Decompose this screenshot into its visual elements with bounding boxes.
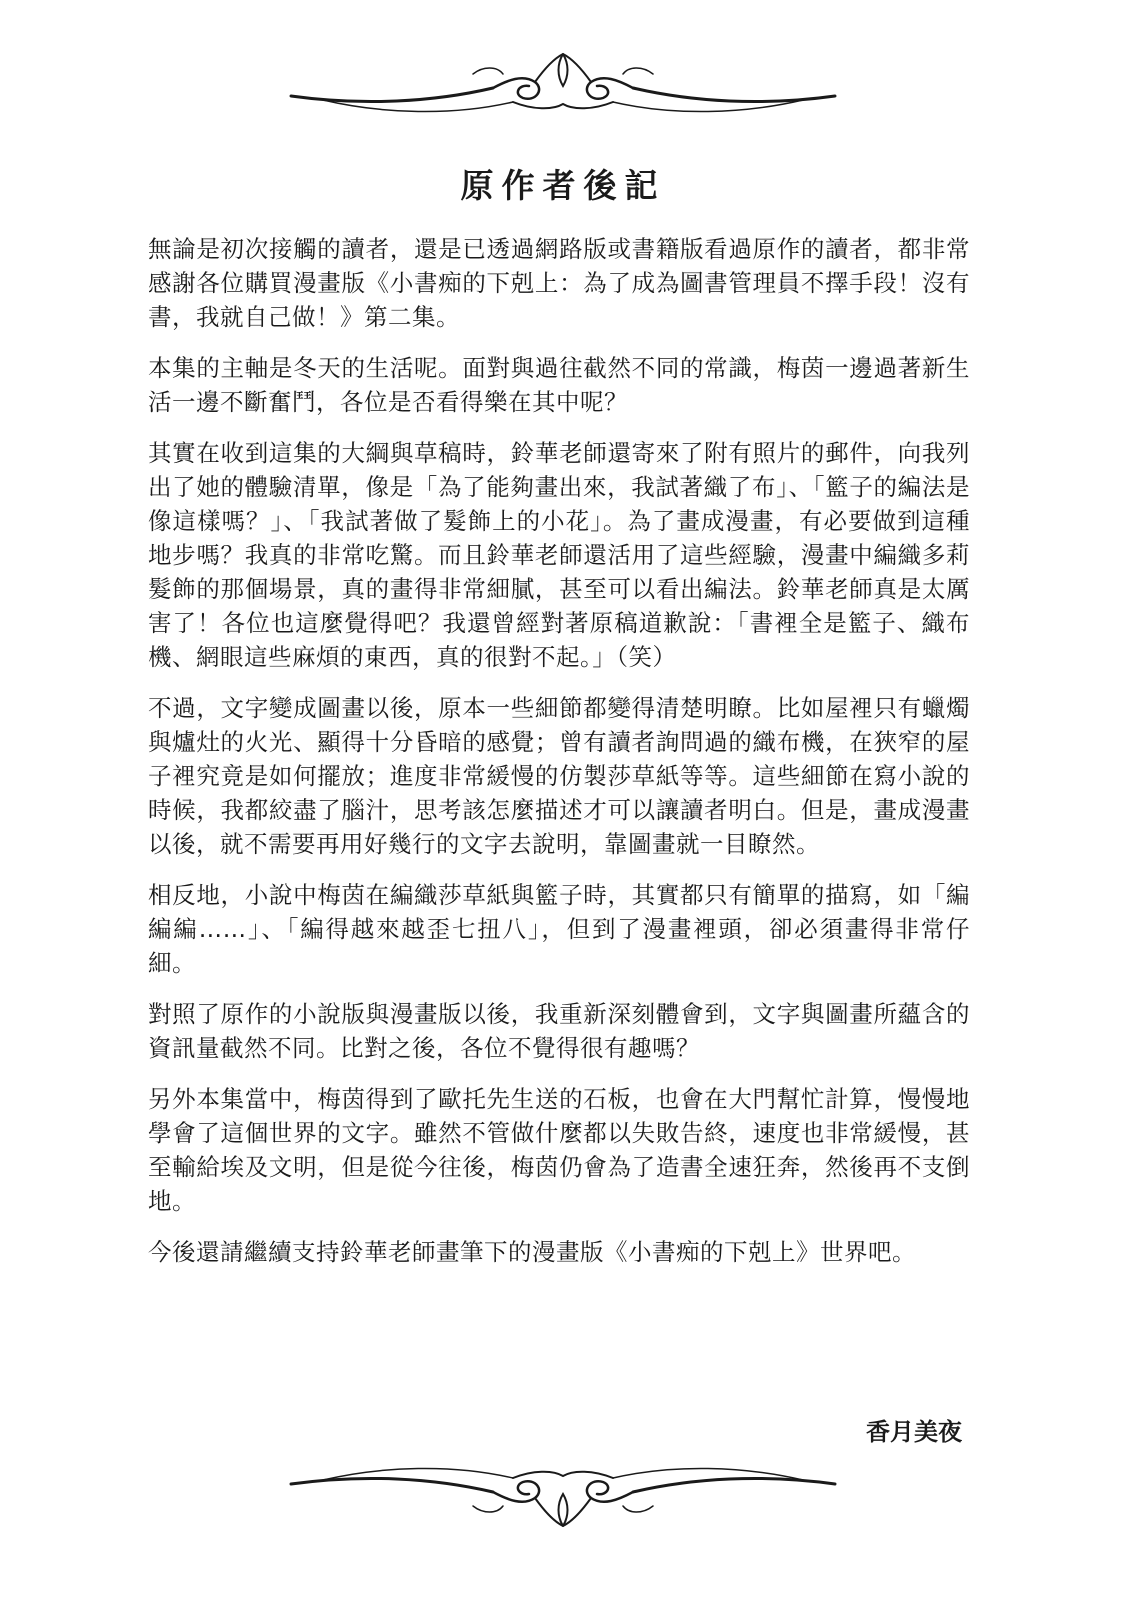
paragraph-1: 無論是初次接觸的讀者，還是已透過網路版或書籍版看過原作的讀者，都非常感謝各位購買漫畫版《小書痴的下剋上：為了成為圖書管理員不擇手段！沒有書，我就自己做！》第二集。 [148,235,970,331]
paragraph-8: 今後還請繼續支持鈴華老師畫筆下的漫畫版《小書痴的下剋上》世界吧。 [148,1238,916,1266]
paragraph-7: 另外本集當中，梅茵得到了歐托先生送的石板，也會在大門幫忙計算，慢慢地學會了這個世界的文字。雖然不管做什麼都以失敗告終，速度也非常緩慢，甚至輸給埃及文明，但是從今往後，梅茵仍會為了造書全速狂奔，然後再不支倒地。 [148,1085,970,1215]
scroll-ornament-icon [283,1456,843,1536]
paragraph-4: 不過，文字變成圖畫以後，原本一些細節都變得清楚明瞭。比如屋裡只有蠟燭與爐灶的火光、顯得十分昏暗的感覺；曾有讀者詢問過的織布機，在狹窄的屋子裡究竟是如何擺放；進度非常緩慢的仿製莎草紙等等。這些細節在寫小說的時候，我都絞盡了腦汁，思考該怎麼描述才可以讓讀者明白。但是，畫成漫畫以後，就不需要再用好幾行的文字去說明，靠圖畫就一目瞭然。 [148,694,970,858]
scroll-ornament-icon [283,44,843,124]
top-scroll-ornament [0,44,1126,124]
page-title: 原作者後記 [460,166,666,205]
paragraph-6: 對照了原作的小說版與漫畫版以後，我重新深刻體會到，文字與圖畫所蘊含的資訊量截然不同。比對之後，各位不覺得很有趣嗎？ [148,1000,970,1062]
bottom-scroll-ornament [0,1456,1126,1536]
afterword-body [148,232,970,1286]
paragraph-3: 其實在收到這集的大綱與草稿時，鈴華老師還寄來了附有照片的郵件，向我列出了她的體驗清單，像是「為了能夠畫出來，我試著織了布」、「籃子的編法是像這樣嗎？」、「我試著做了髮飾上的小花」。為了畫成漫畫，有必要做到這種地步嗎？我真的非常吃驚。而且鈴華老師還活用了這些經驗，漫畫中編織多莉髮飾的那個場景，真的畫得非常細膩，甚至可以看出編法。鈴華老師真是太厲害了！各位也這麼覺得吧？我還曾經對著原稿道歉說：「書裡全是籃子、織布機、網眼這些麻煩的東西，真的很對不起。」（笑） [148,439,970,671]
author-signature: 香月美夜 [866,1418,962,1446]
paragraph-5: 相反地，小說中梅茵在編織莎草紙與籃子時，其實都只有簡單的描寫，如「編編編……」、「編得越來越歪七扭八」，但到了漫畫裡頭，卻必須畫得非常仔細。 [148,881,970,977]
paragraph-2: 本集的主軸是冬天的生活呢。面對與過往截然不同的常識，梅茵一邊過著新生活一邊不斷奮鬥，各位是否看得樂在其中呢？ [148,354,970,416]
